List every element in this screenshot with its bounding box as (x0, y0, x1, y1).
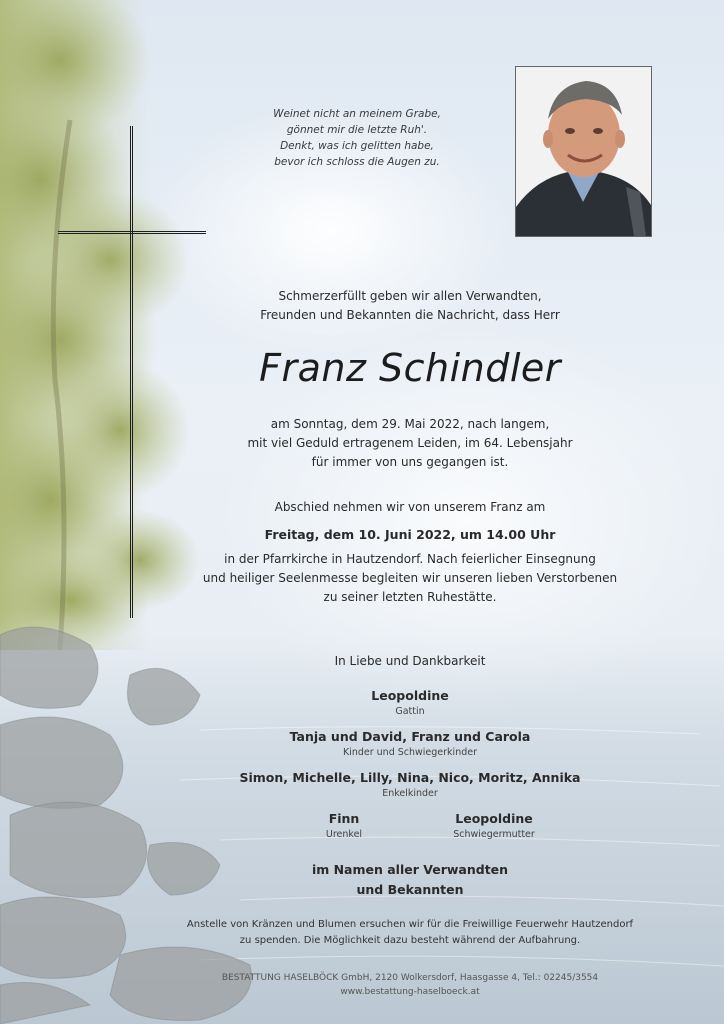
closing-signature (180, 860, 640, 900)
intro-line: Schmerzerfüllt geben wir allen Verwandten, (278, 289, 542, 303)
closing-line: und Bekannten (356, 882, 464, 897)
funeral-details (180, 550, 640, 607)
cross-horizontal-bar (58, 231, 206, 234)
family-member-relation: Urenkel (325, 829, 363, 840)
family-member-name: Leopoldine (371, 688, 449, 703)
church-line: zu seiner letzten Ruhestätte. (323, 590, 497, 604)
donation-request (150, 917, 670, 949)
donation-line: Anstelle von Kränzen und Blumen ersuchen wir für die Freiwillige Feuerwehr Hautzendorf (186, 919, 634, 930)
family-member-relation: Kinder und Schwiegerkinder (342, 747, 478, 758)
undertaker-address: BESTATTUNG HASELBÖCK GmbH, 2120 Wolkersdorf, Haasgasse 4, Tel.: 02245/3554 (221, 973, 599, 983)
family-member-relation: Enkelkinder (382, 788, 438, 799)
announcement-intro (180, 287, 640, 325)
intro-line: Freunden und Bekannten die Nachricht, dass Herr (260, 308, 560, 322)
portrait-photo (515, 66, 652, 237)
poem (232, 106, 482, 170)
death-line: für immer von uns gegangen ist. (311, 455, 509, 469)
family-member-relation: Schwiegermutter (453, 829, 535, 840)
death-notice (180, 415, 640, 472)
church-line: in der Pfarrkirche in Hautzendorf. Nach feierlicher Einsegnung (224, 552, 596, 566)
family-member-name: Simon, Michelle, Lilly, Nina, Nico, Moritz, Annika (239, 770, 581, 785)
cross-vertical-bar (130, 126, 133, 618)
church-line: und heiliger Seelenmesse begleiten wir unseren lieben Verstorbenen (202, 571, 618, 585)
undertaker-website: www.bestattung-haselboeck.at (340, 987, 480, 997)
family-member-name: Leopoldine (455, 811, 533, 826)
undertaker-info (150, 971, 670, 999)
love-gratitude-line: In Liebe und Dankbarkeit (334, 654, 486, 668)
closing-line: im Namen aller Verwandten (311, 862, 509, 877)
family-member-name: Finn (328, 811, 360, 826)
family-member-name: Tanja und David, Franz und Carola (289, 729, 531, 744)
poem-line: Weinet nicht an meinem Grabe, (273, 108, 441, 120)
death-line: am Sonntag, dem 29. Mai 2022, nach langem, (270, 417, 550, 431)
poem-line: gönnet mir die letzte Ruh'. (286, 124, 428, 136)
deceased-name: Franz Schindler (259, 346, 561, 390)
funeral-date: Freitag, dem 10. Juni 2022, um 14.00 Uhr (264, 527, 556, 542)
poem-line: Denkt, was ich gelitten habe, (280, 140, 434, 152)
family-member-relation: Gattin (395, 706, 425, 717)
farewell-text: Abschied nehmen wir von unserem Franz am (274, 500, 546, 514)
rocks-background-image (0, 615, 260, 1024)
donation-line: zu spenden. Die Möglichkeit dazu besteht während der Aufbahrung. (239, 935, 581, 946)
poem-line: bevor ich schloss die Augen zu. (274, 156, 440, 168)
death-line: mit viel Geduld ertragenem Leiden, im 64. Lebensjahr (247, 436, 573, 450)
